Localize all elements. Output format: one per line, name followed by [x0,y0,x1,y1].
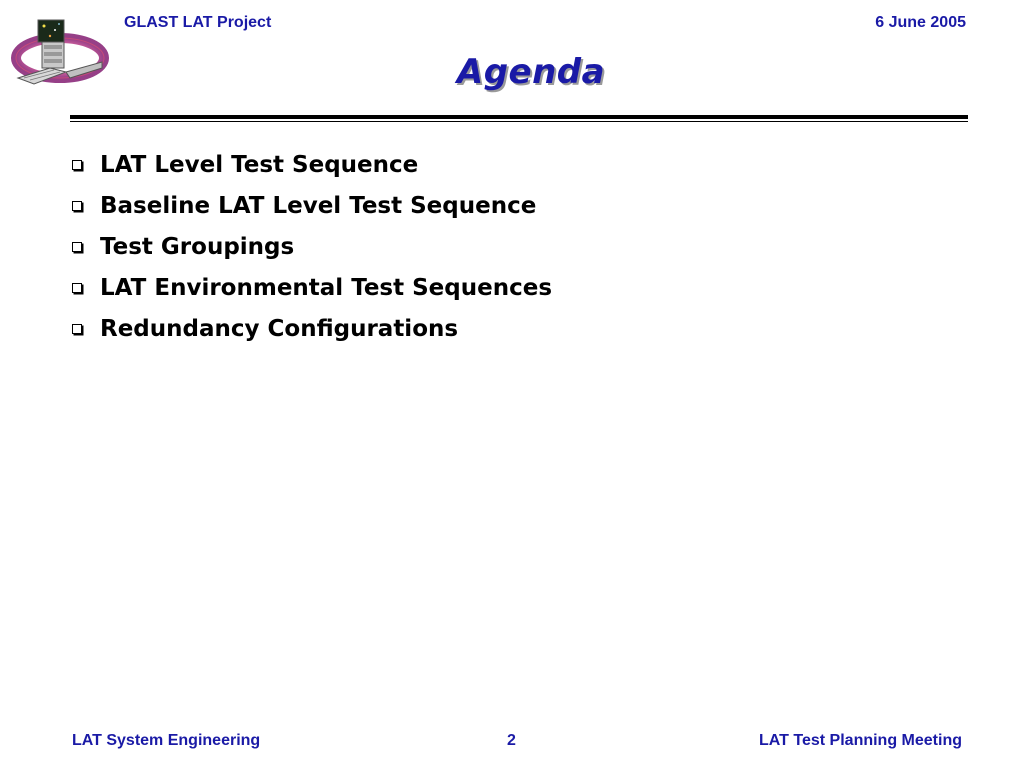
agenda-item-text: Redundancy Configurations [100,315,459,342]
slide-title: Agenda [456,52,606,92]
square-bullet-icon [72,324,82,334]
footer-meeting-name: LAT Test Planning Meeting [759,732,962,749]
agenda-item [72,144,552,185]
agenda-list [72,144,552,349]
agenda-item [72,226,552,267]
square-bullet-icon [72,242,82,252]
agenda-item-text: LAT Environmental Test Sequences [100,274,553,301]
footer-page-number: 2 [507,732,516,749]
title-divider-thick [70,115,968,119]
agenda-item-text: Test Groupings [100,233,295,260]
footer-organization: LAT System Engineering [72,732,261,749]
header-project-name: GLAST LAT Project [124,14,272,31]
header-date: 6 June 2005 [875,14,966,31]
title-divider-thin [70,121,968,122]
square-bullet-icon [72,160,82,170]
square-bullet-icon [72,201,82,211]
square-bullet-icon [72,283,82,293]
agenda-item-text: Baseline LAT Level Test Sequence [100,192,537,219]
agenda-item [72,185,552,226]
agenda-item-text: LAT Level Test Sequence [100,151,419,178]
agenda-item [72,267,552,308]
agenda-item [72,308,552,349]
